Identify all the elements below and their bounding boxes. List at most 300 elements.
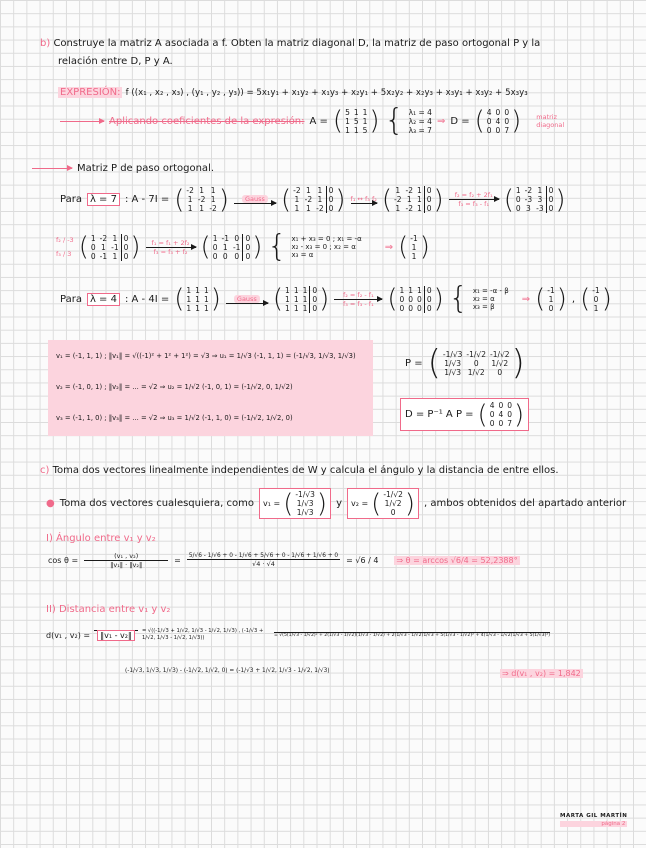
matrix-cell: 0 — [424, 295, 433, 304]
matrix-cell: 0 — [495, 107, 501, 117]
matrix-row — [441, 359, 512, 368]
frac-2-den: √4 · √4 — [252, 560, 275, 568]
section-c-letter: c) — [40, 465, 50, 476]
sqrt-term — [94, 630, 138, 640]
arrow-icon — [146, 247, 196, 248]
norm-row-2: v₂ = (-1, 0, 1) ; ‖v₂‖ = ... = √2 ⇒ u₂ = 1/√2 (-1, 0, 1) = (-1/√2, 0, 1/√2) — [56, 383, 293, 391]
matrix-row — [590, 295, 601, 304]
cos-lhs: cos θ = — [48, 556, 79, 565]
system-line: x₁ + x₃ = 0 ; x₁ = -α — [291, 235, 362, 243]
matrix-cell: 1/√3 — [444, 358, 462, 368]
matrix-row — [291, 186, 335, 195]
theta-result: ⇒ θ = arccos √6/4 = 52,2388° — [396, 556, 518, 565]
frac-2 — [187, 553, 340, 568]
d-relation-box — [400, 398, 529, 431]
matrix-row — [293, 508, 317, 517]
matrix-cell: 0 — [424, 304, 433, 313]
matrix-row — [89, 234, 131, 243]
matrix-cell: 0 — [424, 204, 433, 213]
system-7 — [291, 235, 361, 259]
matrix-cell: 0 — [546, 186, 555, 195]
matrix-row — [184, 286, 210, 295]
matrix-cell: 1 — [210, 186, 216, 195]
matrix-cell: 1 — [395, 186, 401, 195]
matrix-cell: 0 — [212, 251, 218, 261]
matrix-cell: 1 — [199, 186, 204, 195]
matrix-cell: -2 — [186, 186, 194, 195]
aug-matrix-4: ( 1 -2 1 0 0 1 -1 0 0 -1 1 0 ) — [78, 232, 141, 262]
aug-matrix-1: ( -2 1 1 0 1 -2 1 0 1 1 -2 0 ) — [280, 184, 346, 215]
para-label: Para — [60, 293, 82, 305]
matrix-row — [488, 419, 514, 428]
expresion-formula: f ((x₁ , x₂ , x₃) , (y₁ , y₂ , y₃)) = 5x₁y₁ + x₁y₂ + x₁y₃ + x₂y₁ + 5x₂y₂ + x₂y₃ + x₃y₁ + x₃y₂ + 5x₃y₃ — [125, 88, 528, 98]
matrix-cell: 0 — [212, 242, 218, 252]
matrix-row — [545, 304, 556, 313]
matrix-cell: 0 — [310, 286, 319, 295]
matrix-row — [184, 195, 218, 204]
comma: , — [571, 293, 576, 305]
matrix-cell: 0 — [424, 186, 433, 195]
matrix-a-label: A = — [309, 115, 328, 127]
angulo-formula — [48, 552, 520, 569]
matrix-cell: 0 — [234, 251, 240, 261]
matrix-cell: 1 — [203, 303, 209, 313]
matrix-cell: -1/√3 — [295, 490, 315, 499]
toma-text: Toma dos vectores cualesquiera, como — [59, 498, 254, 509]
matrix-cell: -2 — [304, 195, 313, 204]
matrix-cell: 0 — [507, 401, 513, 410]
matrix-cell: -1 — [111, 242, 119, 252]
matrix-cell: 0 — [390, 508, 396, 517]
p-label: P = — [405, 357, 423, 369]
matrix-cell: -1 — [221, 233, 229, 243]
matrix-cell: 0 — [424, 195, 433, 204]
arrow-icon — [334, 299, 382, 300]
lambda4-expr: : A - 4I = — [124, 293, 170, 305]
bullet-icon: ● — [46, 498, 55, 509]
matrix-cell: -2 — [405, 186, 413, 195]
matrix-row — [381, 490, 405, 499]
norm-row-3: v₃ = (-1, 1, 0) ; ‖v₃‖ = ... = √2 ⇒ u₃ = 1/√2 (-1, 1, 0) = (-1/√2, 1/√2, 0) — [56, 414, 293, 422]
matrix-cell: 0 — [486, 125, 492, 135]
lambda7-box: λ = 7 — [87, 193, 120, 206]
matrix-row — [488, 401, 514, 410]
matrix-cell: 1 — [353, 107, 359, 117]
aug-matrix-4-2: ( 1 1 1 0 0 0 0 0 0 0 0 0 ) — [387, 284, 444, 314]
p-matrix-row — [405, 343, 525, 383]
y-conj: y — [336, 498, 342, 509]
lambda7-expr: : A - 7I = — [124, 194, 170, 205]
matrix-cell: 1 — [593, 303, 599, 313]
expresion-row — [58, 87, 528, 98]
matrix-cell: 1 — [317, 186, 323, 195]
matrix-cell: 1 — [399, 285, 405, 295]
matrix-cell: 7 — [504, 125, 510, 135]
op-label: f₁ ↔ f₃ f₂ — [350, 195, 377, 203]
matrix-cell: 4 — [486, 107, 492, 117]
matrix-cell: 0 — [504, 107, 510, 117]
note-line2: diagonal — [536, 121, 565, 129]
dist-result: ⇒ d(v₁ , v₂) = 1,842 — [502, 669, 581, 678]
v1-label: v₁ = — [263, 499, 281, 508]
matrix-cell: 1 — [222, 242, 228, 252]
matrix-row — [211, 234, 253, 243]
op-arrow-1 — [351, 195, 377, 204]
toma-rest: , ambos obtenidos del apartado anterior — [424, 498, 627, 509]
matrix-cell: 7 — [507, 419, 513, 428]
matrix-cell: -1/√2 — [466, 349, 486, 359]
note-line1: matriz — [536, 113, 558, 121]
v2-label: v₂ = — [350, 499, 369, 508]
matrix-cell: 1/√2 — [467, 367, 485, 377]
matrix-cell: 1 — [285, 303, 290, 313]
matrix-row — [291, 204, 335, 213]
matrix-a-4i: ( 1 1 1 1 1 1 1 1 1 ) — [174, 284, 221, 314]
op-label: f₃ = f₃ - f₁ — [458, 200, 490, 208]
matrix-row — [283, 286, 319, 295]
matrix-cell: 0 — [90, 242, 96, 252]
lambda-1: λ₁ = 4 — [408, 107, 432, 117]
matrix-row — [397, 295, 433, 304]
matrix-cell: 1 — [293, 294, 299, 304]
lambda-list — [409, 108, 432, 135]
matrix-cell: 1 — [548, 294, 554, 304]
system-line: x₁ = -α - β — [472, 287, 509, 295]
op-label: f₂ = f₂ - f₁ — [342, 290, 374, 299]
matrix-cell: -3 — [524, 195, 533, 204]
matrix-cell: 1 — [293, 303, 299, 313]
matrix-cell: 1 — [345, 125, 350, 135]
matrix-row — [343, 117, 369, 126]
arrow-icon — [449, 199, 499, 200]
matrix-row — [283, 295, 319, 304]
normalization-block — [48, 340, 373, 436]
lambda7-row1 — [60, 186, 566, 213]
matrix-cell: 1 — [293, 285, 299, 295]
matrix-cell: 1 — [203, 294, 209, 304]
matrix-cell: 5 — [362, 125, 368, 135]
matrix-a-7i: ( -2 1 1 1 -2 1 1 1 -2 ) — [174, 184, 229, 215]
matrix-d-relation: ( 4 0 0 0 4 0 0 0 7 ) — [477, 399, 525, 430]
system-line: x₃ = β — [472, 303, 495, 311]
matrix-row — [408, 243, 419, 252]
matrix-row — [211, 243, 253, 252]
matrix-row — [343, 108, 369, 117]
matrix-row — [408, 234, 419, 243]
matrix-cell: 1 — [417, 285, 422, 295]
matrix-cell: 0 — [243, 252, 252, 261]
distancia-heading: II) Distancia entre v₁ y v₂ — [46, 604, 171, 615]
matrix-cell: 1 — [345, 116, 350, 126]
matrix-cell: 1 — [302, 294, 308, 304]
system-line: x₂ - x₃ = 0 ; x₂ = α — [291, 243, 356, 251]
matrix-row — [488, 410, 514, 419]
system-4 — [473, 287, 509, 311]
angulo-heading: I) Ángulo entre v₁ y v₂ — [46, 533, 156, 544]
norm-diff-box: ‖v₁ - v₂‖ — [97, 630, 135, 641]
matrix-cell: 0 — [504, 116, 510, 126]
matrix-cell: 4 — [498, 410, 504, 419]
matrix-cell: 0 — [497, 367, 503, 377]
op-arrow-4 — [146, 239, 196, 256]
matrix-cell: 1 — [195, 303, 200, 313]
op-label: f₂ = f₂ + 2f₁ — [454, 191, 493, 199]
v1-vector: ( -1/√3 1/√3 1/√3 ) — [283, 488, 328, 519]
section-b-text: Construye la matriz A asociada a f. Obten la matriz diagonal D, la matriz de paso ortogonal P y la — [53, 38, 541, 49]
matrix-cell: 1 — [90, 233, 96, 243]
matrix-d: ( 4 0 0 0 4 0 0 0 7 ) — [474, 106, 522, 136]
matrix-cell: 1/√3 — [444, 367, 462, 377]
op-label: f₃ = f₃ - f₁ — [342, 299, 374, 308]
op-label: f₃ / 3 — [56, 250, 72, 258]
matrix-cell: 1 — [317, 195, 323, 204]
matrix-cell: 1 — [416, 186, 422, 195]
matrix-cell: 0 — [507, 410, 513, 419]
implies-icon: ⇒ — [521, 293, 531, 305]
page-number: página 2 — [560, 821, 627, 827]
matriz-p-heading: Matriz P de paso ortogonal. — [77, 163, 215, 174]
matrix-cell: -1/√3 — [442, 349, 463, 359]
matrix-cell: -1 — [547, 285, 555, 295]
matrix-cell: 1 — [362, 116, 368, 126]
matrix-cell: 0 — [399, 303, 405, 313]
matrix-row — [397, 304, 433, 313]
system-line: x₂ = α — [472, 295, 495, 303]
section-b-line2: relación entre D, P y A. — [58, 56, 173, 67]
aug-matrix-4-1: ( 1 1 1 0 1 1 1 0 1 1 1 0 ) — [272, 284, 330, 314]
matrix-cell: 0 — [486, 116, 492, 126]
matrix-cell: 0 — [408, 294, 414, 304]
matrix-cell: 0 — [121, 243, 130, 252]
matrix-cell: 0 — [473, 358, 479, 368]
implies-icon: ⇒ — [436, 115, 446, 127]
eigvec-4-1: ( -1 1 0 ) — [535, 284, 567, 314]
norm-row-1: v₁ = (-1, 1, 1) ; ‖v₁‖ = √((-1)² + 1² + 1²) = √3 ⇒ u₁ = 1/√3 (-1, 1, 1) = (-1/√3, 1/√3, 1/√3) — [56, 352, 356, 360]
matrix-cell: 0 — [408, 303, 414, 313]
author-name: MARTA GIL MARTÍN — [560, 813, 628, 819]
dist-lhs: d(v₁ , v₂) = — [46, 630, 91, 640]
brace-icon: { — [267, 229, 287, 264]
matrix-cell: -2 — [99, 233, 108, 243]
matrix-cell: -2 — [209, 204, 217, 213]
matrix-cell: 1 — [305, 204, 311, 213]
matriz-p-heading-row — [32, 163, 214, 174]
matrix-row — [408, 252, 419, 261]
matrix-cell: 1/√2 — [491, 358, 509, 368]
op-label: f₁ = f₁ + 2f₂ — [151, 238, 190, 247]
matrix-row — [485, 126, 511, 135]
matrix-cell: 1 — [100, 242, 106, 252]
distancia-formula — [46, 628, 550, 642]
matrix-cell: 3 — [537, 195, 543, 204]
lambda4-box: λ = 4 — [87, 293, 120, 306]
matrix-row — [485, 117, 511, 126]
op-label: f₂ / -3 — [56, 236, 74, 244]
arrow-icon — [351, 203, 377, 204]
matrix-cell: 0 — [495, 125, 501, 135]
matrix-cell: -1/√2 — [383, 490, 403, 499]
matrix-row — [545, 286, 556, 295]
matrix-cell: 0 — [424, 286, 433, 295]
matrix-row — [397, 286, 433, 295]
matrix-row — [545, 295, 556, 304]
matrix-row — [485, 108, 511, 117]
op-arrow-41 — [334, 291, 382, 308]
matrix-row — [514, 195, 556, 204]
matrix-cell: 1 — [302, 285, 308, 295]
matrix-row — [343, 126, 369, 135]
matrix-cell: 1 — [406, 195, 412, 204]
matrix-a: ( 5 1 1 1 5 1 1 1 5 ) — [332, 106, 380, 136]
lambda-3: λ₃ = 7 — [408, 125, 432, 135]
matrix-cell: 1 — [416, 195, 422, 204]
aplicando-text: Aplicando coeficientes de la expresión: — [109, 115, 305, 127]
footer — [560, 813, 627, 827]
expresion-label: EXPRESIÓN: — [60, 87, 121, 98]
gauss-arrow — [226, 295, 268, 304]
dist-substitution: (-1/√3, 1/√3, 1/√3) - (-1/√2, 1/√2, 0) = (-1/√3 + 1/√2, 1/√3 - 1/√2, 1/√3) — [125, 668, 330, 674]
matrix-cell: 0 — [489, 410, 495, 419]
brace-icon: { — [448, 281, 468, 316]
matrix-cell: 1 — [112, 251, 118, 261]
arrow-icon — [226, 303, 268, 304]
lambda4-row — [60, 281, 612, 316]
matrix-cell: 1 — [199, 204, 204, 213]
matrix-cell: 1 — [416, 204, 422, 213]
matrix-cell: -1 — [410, 233, 418, 243]
dist-eq1: = √((-1/√3 + 1/√2, 1/√3 - 1/√2, 1/√3) , (-1/√3 + 1/√2, 1/√3 - 1/√2, 1/√3)) — [141, 628, 264, 641]
matrix-cell: 1 — [285, 285, 290, 295]
matrix-cell: 1 — [294, 195, 300, 204]
cos-result: = √6 / 4 — [346, 556, 379, 565]
matrix-row — [184, 295, 210, 304]
matrix-cell: 5 — [345, 107, 350, 117]
matrix-cell: -2 — [524, 186, 533, 195]
matrix-cell: 1 — [408, 285, 414, 295]
system-line: x₃ = α — [291, 251, 314, 259]
matrix-row — [89, 243, 131, 252]
matrix-row — [514, 186, 556, 195]
matrix-cell: -3 — [536, 204, 544, 213]
matrix-cell: -2 — [394, 195, 402, 204]
matrix-cell: 0 — [546, 204, 555, 213]
matrix-cell: -2 — [197, 195, 206, 204]
gauss-label: Gauss — [234, 295, 260, 303]
matrix-cell: 0 — [310, 304, 319, 313]
matrix-row — [441, 368, 512, 377]
toma-row — [46, 488, 626, 519]
matrix-row — [184, 186, 218, 195]
matrix-row — [211, 252, 253, 261]
matrix-cell: 1 — [187, 204, 193, 213]
arrow-icon — [32, 168, 72, 169]
gauss-arrow — [234, 195, 276, 204]
matrix-cell: -2 — [316, 204, 324, 213]
matrix-row — [392, 186, 434, 195]
matrix-cell: 4 — [489, 401, 495, 410]
matrix-cell: 4 — [495, 116, 501, 126]
matrix-cell: 0 — [548, 303, 554, 313]
matrix-row — [293, 490, 317, 499]
aplicando-row — [60, 103, 565, 138]
frac-1-den: ‖v₁‖ · ‖v₂‖ — [110, 561, 143, 569]
matrix-row — [590, 286, 601, 295]
matrix-cell: 1 — [411, 242, 417, 252]
matrix-cell: 1/√3 — [296, 499, 314, 508]
matrix-row — [381, 499, 405, 508]
lambda-2: λ₂ = 4 — [408, 116, 432, 126]
matrix-cell: -1 — [232, 242, 241, 252]
arrow-icon — [60, 121, 104, 122]
matrix-cell: 1 — [195, 285, 200, 295]
matrix-row — [392, 204, 434, 213]
matrix-cell: 1 — [210, 195, 216, 204]
matrix-cell: 0 — [243, 234, 252, 243]
matrix-cell: 0 — [417, 294, 422, 304]
matrix-cell: 0 — [121, 234, 130, 243]
matrix-row — [291, 195, 335, 204]
eigvec-7: ( -1 1 1 ) — [398, 232, 430, 262]
frac-2-num: 5/√6 - 1/√6 + 0 - 1/√6 + 5/√6 + 0 - 1/√6 + 1/√6 + 0 — [188, 553, 339, 559]
matrix-cell: 1 — [186, 303, 192, 313]
lambda7-row2 — [56, 229, 430, 264]
aug-matrix-5: ( 1 -1 0 0 0 1 -1 0 0 0 0 0 ) — [200, 232, 263, 262]
matrix-cell: 0 — [90, 251, 96, 261]
matrix-cell: 0 — [515, 195, 521, 204]
d-relation-label: D = P⁻¹ A P = — [405, 409, 474, 420]
matrix-cell: 1 — [362, 107, 368, 117]
matrix-cell: 1 — [411, 251, 417, 261]
matrix-cell: -2 — [293, 186, 301, 195]
op-arrow-2 — [449, 191, 499, 208]
matrix-cell: 1 — [203, 285, 209, 295]
matrix-row — [381, 508, 405, 517]
v1-box — [259, 488, 331, 519]
section-b-letter: b) — [40, 38, 51, 49]
matrix-cell: 0 — [489, 419, 495, 428]
matrix-row — [590, 304, 601, 313]
eigvec-4-2: ( -1 0 1 ) — [580, 284, 612, 314]
matrix-cell: 0 — [326, 195, 335, 204]
op-label: f₃ = f₃ + f₂ — [153, 247, 188, 256]
matrix-cell: 0 — [515, 204, 521, 213]
matrix-row — [89, 252, 131, 261]
matrix-cell: 1 — [353, 125, 359, 135]
matrix-cell: 0 — [417, 303, 422, 313]
matrix-cell: 0 — [498, 401, 504, 410]
brace-icon: { — [384, 103, 404, 138]
matrix-row — [283, 304, 319, 313]
matrix-cell: -2 — [405, 204, 413, 213]
matrix-cell: 1/√3 — [296, 508, 314, 517]
matrix-cell: -1 — [592, 285, 600, 295]
frac-1 — [84, 552, 168, 569]
matrix-cell: 1/√2 — [384, 499, 402, 508]
matrix-cell: 1 — [212, 233, 218, 243]
matrix-cell: 0 — [222, 251, 228, 261]
matrix-cell: 5 — [353, 116, 359, 126]
matrix-row — [392, 195, 434, 204]
matrix-cell: 1 — [186, 294, 192, 304]
matrix-row — [441, 350, 512, 359]
matrix-row — [184, 304, 210, 313]
matrix-cell: -1 — [99, 251, 108, 261]
matrix-cell: 1 — [515, 186, 521, 195]
matrix-cell: 1 — [305, 186, 311, 195]
matrix-row — [293, 499, 317, 508]
matrix-cell: 1 — [186, 285, 192, 295]
section-c — [40, 465, 559, 476]
